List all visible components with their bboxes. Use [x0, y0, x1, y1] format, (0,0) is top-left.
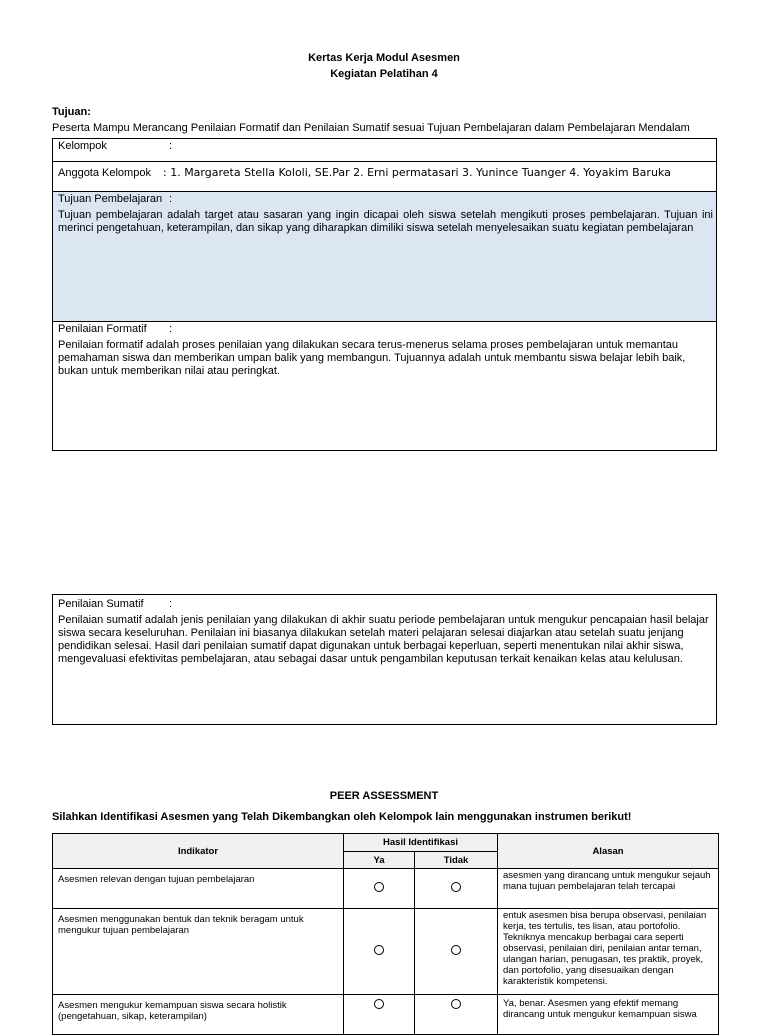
header-tidak: Tidak [415, 852, 498, 869]
anggota-row [53, 162, 716, 192]
tujuan-pembelajaran-text: Tujuan pembelajaran adalah target atau sasaran yang ingin dicapai oleh siswa setelah mengikuti proses pembelajaran. Tujuan ini merinci pengetahuan, keterampilan, dan sikap yang diharapkan dimiliki siswa setelah menyelesaikan suatu kegiatan pembelajaran [58, 209, 713, 234]
penilaian-formatif-section [53, 322, 716, 450]
header-ya: Ya [344, 852, 415, 869]
tujuan-pembelajaran-colon: : [169, 193, 173, 205]
radio-tidak-cell[interactable] [415, 909, 498, 995]
header-alasan: Alasan [498, 834, 719, 869]
radio-tidak[interactable] [451, 999, 461, 1009]
anggota-value: : 1. Margareta Stella Kololi, SE.Par 2. Erni permatasari 3. Yunince Tuanger 4. Yoyakim Baruka [163, 166, 671, 179]
tujuan-text: Peserta Mampu Merancang Penilaian Formatif dan Penilaian Sumatif sesuai Tujuan Pembelajaran dalam Pembelajaran Mendalam [52, 122, 690, 134]
row-alasan: Ya, benar. Asesmen yang efektif memang dirancang untuk mengukur kemampuan siswa [498, 995, 719, 1035]
radio-tidak-cell[interactable] [415, 995, 498, 1035]
peer-assessment-table [52, 833, 719, 1035]
table-header-row [53, 834, 719, 852]
formatif-label: Penilaian Formatif [58, 323, 147, 335]
radio-ya-cell[interactable] [344, 909, 415, 995]
kelompok-colon: : [169, 140, 173, 152]
peer-assessment-instruction: Silahkan Identifikasi Asesmen yang Telah Dikembangkan oleh Kelompok lain menggunakan instrumen berikut! [52, 811, 632, 823]
formatif-colon: : [169, 323, 173, 335]
tujuan-heading: Tujuan: [52, 106, 91, 118]
tujuan-pembelajaran-section [53, 192, 716, 322]
sumatif-label: Penilaian Sumatif [58, 598, 144, 610]
row-alasan: asesmen yang dirancang untuk mengukur sejauh mana tujuan pembelajaran telah tercapai [498, 869, 719, 909]
radio-ya[interactable] [374, 882, 384, 892]
row-alasan: entuk asesmen bisa berupa observasi, penilaian kerja, tes tertulis, tes lisan, atau portofolio. Tekniknya mencakup berbagai cara seperti observasi, penilaian diri, penilaian antar teman, ulangan harian, penugasan, tes praktik, proyek, dan portofolio, yang disesuaikan dengan karakteristik kompetensi. [498, 909, 719, 995]
radio-tidak-cell[interactable] [415, 869, 498, 909]
radio-ya[interactable] [374, 999, 384, 1009]
row-indikator: Asesmen mengukur kemampuan siswa secara holistik (pengetahuan, sikap, keterampilan) [53, 995, 344, 1035]
table-row [53, 909, 719, 995]
anggota-label: Anggota Kelompok [58, 167, 151, 179]
sumatif-colon: : [169, 598, 173, 610]
worksheet-form [52, 138, 717, 451]
formatif-text: Penilaian formatif adalah proses penilaian yang dilakukan secara terus-menerus selama proses pembelajaran untuk memantau pemahaman siswa dan memberikan umpan balik yang membangun. Tujuannya adalah untuk membantu siswa belajar lebih baik, bukan untuk memberikan nilai atau peringkat. [58, 339, 686, 377]
kelompok-row [53, 139, 716, 162]
tujuan-pembelajaran-label: Tujuan Pembelajaran [58, 193, 163, 205]
radio-tidak[interactable] [451, 945, 461, 955]
row-indikator: Asesmen relevan dengan tujuan pembelajaran [53, 869, 344, 909]
radio-ya[interactable] [374, 945, 384, 955]
table-row [53, 869, 719, 909]
radio-ya-cell[interactable] [344, 995, 415, 1035]
radio-ya-cell[interactable] [344, 869, 415, 909]
peer-assessment-title: PEER ASSESSMENT [329, 790, 439, 802]
header-indikator: Indikator [53, 834, 344, 869]
header-hasil-identifikasi: Hasil Identifikasi [344, 834, 498, 852]
table-row [53, 995, 719, 1035]
document-subtitle: Kegiatan Pelatihan 4 [330, 68, 438, 80]
kelompok-label: Kelompok [58, 140, 107, 152]
row-indikator: Asesmen menggunakan bentuk dan teknik beragam untuk mengukur tujuan pembelajaran [53, 909, 344, 995]
document-title: Kertas Kerja Modul Asesmen [308, 52, 460, 64]
penilaian-sumatif-section [52, 594, 717, 725]
sumatif-text: Penilaian sumatif adalah jenis penilaian yang dilakukan di akhir suatu periode pembelajaran untuk mengukur pencapaian hasil belajar siswa secara keseluruhan. Penilaian ini biasanya dilakukan setelah materi pelajaran selesai diajarkan atau setelah suatu jenjang pendidikan selesai. Hasil dari penilaian sumatif dapat digunakan untuk berbagai keperluan, seperti menentukan nilai akhir siswa, mengevaluasi efektivitas pembelajaran, atau sebagai dasar untuk pengambilan keputusan terkait kenaikan kelas atau kelulusan. [58, 614, 709, 665]
radio-tidak[interactable] [451, 882, 461, 892]
